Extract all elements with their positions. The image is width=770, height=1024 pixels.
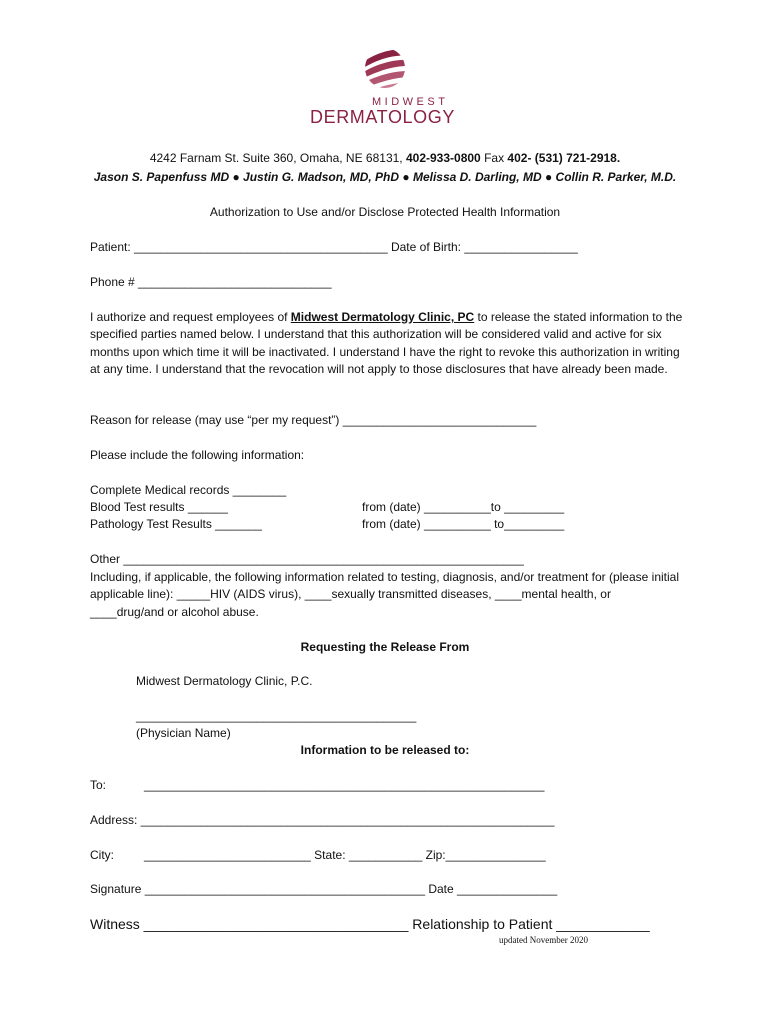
- date-range-1[interactable]: from (date) __________to _________: [362, 500, 565, 514]
- auth-clinic-name: Midwest Dermatology Clinic, PC: [290, 310, 475, 324]
- city-state-zip-fields[interactable]: _________________________ State: ___________ Zip:_______________: [144, 848, 546, 862]
- city-label: City:: [90, 848, 114, 862]
- updated-note: updated November 2020: [499, 935, 588, 945]
- authorization-paragraph: [90, 309, 690, 379]
- auth-text-post: to release the stated information to the specified parties named below. I understand that this authorization will be considered valid and active for six months upon which time it will be inactivated. I understand I have the right to revoke this authorization in writing at any time. I understand that the revocation will not apply to those disclosures that have already been made.: [90, 310, 683, 377]
- physician-list: Jason S. Papenfuss MD ● Justin G. Madson, MD, PhD ● Melissa D. Darling, MD ● Collin R. Parker, M.D.: [93, 170, 677, 184]
- fax-label: Fax: [484, 151, 505, 165]
- to-label: To:: [90, 778, 107, 792]
- other-field[interactable]: Other ____________________________________________________________: [90, 552, 524, 566]
- phone-field[interactable]: Phone # _____________________________: [90, 275, 332, 289]
- logo-mark-icon: [300, 44, 470, 96]
- patient-field[interactable]: Patient: ______________________________________ Date of Birth: _________________: [90, 240, 578, 254]
- fax-number: 402- (531) 721-2918.: [507, 151, 621, 165]
- auth-text-pre: I authorize and request employees of: [90, 310, 291, 324]
- reason-field[interactable]: Reason for release (may use “per my request”) _____________________________: [90, 413, 537, 427]
- complete-records-field[interactable]: Complete Medical records ________: [90, 483, 287, 497]
- physician-name-label: (Physician Name): [136, 726, 231, 740]
- physician-name-line[interactable]: __________________________________________: [136, 709, 417, 723]
- signature-field[interactable]: Signature __________________________________________ Date _______________: [90, 882, 558, 896]
- address-field[interactable]: Address: ______________________________________________________________: [90, 813, 555, 827]
- pathology-field[interactable]: Pathology Test Results _______: [90, 517, 262, 531]
- to-field[interactable]: ____________________________________________________________: [144, 778, 545, 792]
- address-text: 4242 Farnam St. Suite 360, Omaha, NE 68131,: [149, 151, 403, 165]
- witness-field[interactable]: Witness __________________________________ Relationship to Patient ____________: [90, 916, 650, 932]
- phone-number: 402-933-0800: [405, 151, 481, 165]
- including-paragraph: Including, if applicable, the following information related to testing, diagnosis, and/or treatment for (please initial applicable line): _____HIV (AIDS virus), ____sexually transmitted diseases, ____mental health, or ____drug/and or alcohol abuse.: [90, 570, 680, 619]
- blood-tests-field[interactable]: Blood Test results ______: [90, 500, 228, 514]
- requesting-heading: Requesting the Release From: [300, 640, 470, 654]
- include-heading: Please include the following information:: [90, 448, 305, 462]
- logo-word-midwest: MIDWEST: [372, 96, 449, 108]
- form-title: Authorization to Use and/or Disclose Protected Health Information: [209, 205, 561, 219]
- logo-word-dermatology: DERMATOLOGY: [310, 107, 455, 127]
- address-line: [0, 151, 770, 165]
- clinic-name: Midwest Dermatology Clinic, P.C.: [136, 674, 313, 688]
- date-range-2[interactable]: from (date) __________ to_________: [362, 517, 565, 531]
- released-heading: Information to be released to:: [300, 743, 470, 757]
- clinic-logo: [300, 44, 470, 130]
